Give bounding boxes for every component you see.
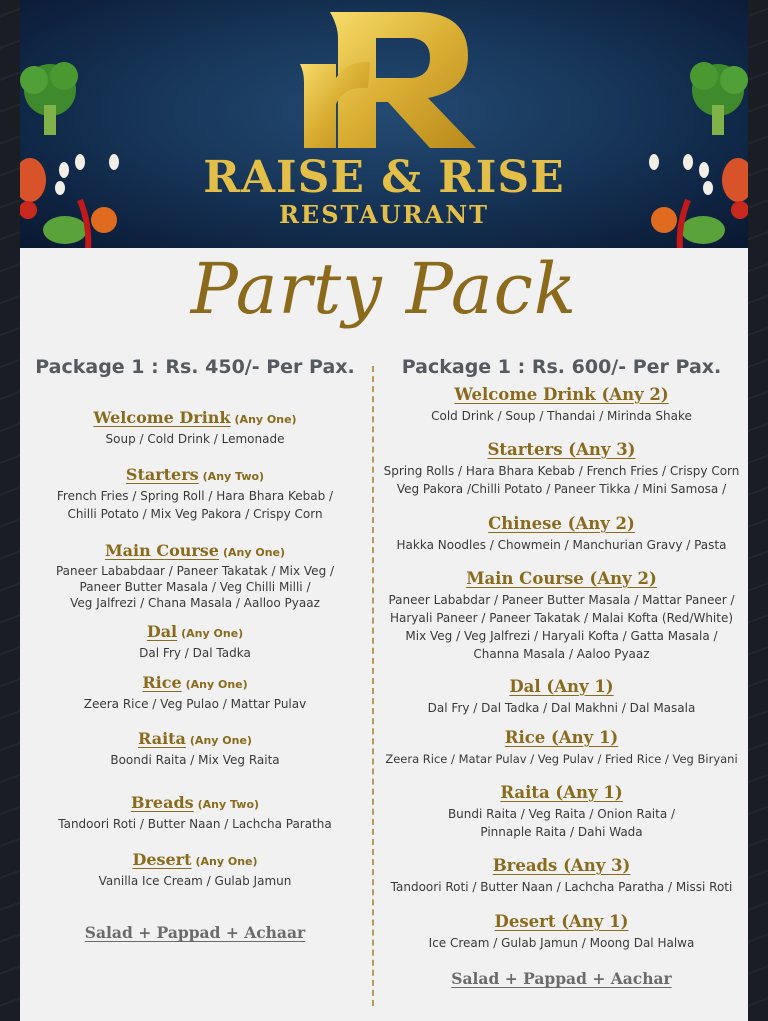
- package1-section-raita: [20, 729, 370, 769]
- section-items: French Fries / Spring Roll / Hara Bhara Kebab /: [56, 489, 334, 503]
- section-title: Desert: [132, 850, 192, 869]
- section-title: Rice (Any 1): [504, 728, 619, 747]
- section-items: Tandoori Roti / Butter Naan / Lachcha Paratha: [58, 817, 332, 831]
- section-items: Zeera Rice / Matar Pulav / Veg Pulav / Fried Rice / Veg Biryani: [385, 752, 738, 766]
- section-items: Vanilla Ice Cream / Gulab Jamun: [98, 874, 292, 888]
- section-note: (Any One): [234, 413, 297, 426]
- section-note: (Any One): [185, 678, 248, 691]
- section-items: Tandoori Roti / Butter Naan / Lachcha Paratha / Missi Roti: [390, 880, 733, 894]
- section-title: Breads: [130, 793, 194, 812]
- section-title: Breads (Any 3): [492, 856, 631, 875]
- section-title: Main Course (Any 2): [466, 569, 657, 588]
- package2-footer: Salad + Pappad + Aachar: [451, 969, 672, 988]
- section-title: Dal (Any 1): [509, 677, 614, 696]
- package2-section-rice: [375, 728, 748, 768]
- section-title: Starters (Any 3): [487, 440, 636, 459]
- section-note: (Any One): [195, 855, 258, 868]
- left-doodle-border: [0, 0, 20, 1021]
- package1-section-starters: [20, 465, 370, 523]
- section-items: Soup / Cold Drink / Lemonade: [105, 432, 285, 446]
- package2-section-welcome-drink: [375, 385, 748, 425]
- restaurant-logo: [290, 8, 480, 153]
- section-items: Hakka Noodles / Chowmein / Manchurian Gravy / Pasta: [396, 538, 727, 552]
- header-banner: [20, 0, 748, 248]
- package2-section-raita: [375, 783, 748, 841]
- section-note: (Any Two): [202, 470, 265, 483]
- package2-section-chinese: [375, 514, 748, 554]
- section-items: Channa Masala / Aaloo Pyaaz: [473, 647, 650, 661]
- section-items: Spring Rolls / Hara Bhara Kebab / French Fries / Crispy Corn: [383, 464, 740, 478]
- package2-section-main-course: [375, 569, 748, 663]
- package1-footer: Salad + Pappad + Achaar: [84, 923, 306, 942]
- section-items: Ice Cream / Gulab Jamun / Moong Dal Halwa: [428, 936, 695, 950]
- section-items: Veg Pakora /Chilli Potato / Paneer Tikka / Mini Samosa /: [396, 482, 727, 496]
- section-items: Paneer Lababdar / Paneer Butter Masala / Mattar Paneer /: [388, 593, 735, 607]
- right-doodle-border: [748, 0, 768, 1021]
- section-title: Welcome Drink: [93, 408, 231, 427]
- package1-section-desert: [20, 850, 370, 890]
- section-items: Pinnaple Raita / Dahi Wada: [480, 825, 643, 839]
- section-title: Welcome Drink (Any 2): [454, 385, 669, 404]
- package1-section-main-course: [20, 541, 370, 611]
- section-note: (Any One): [181, 627, 244, 640]
- package2-section-breads: [375, 856, 748, 896]
- brand-subtitle: RESTAURANT: [278, 200, 490, 229]
- section-note: (Any Two): [197, 798, 260, 811]
- section-title: Raita (Any 1): [500, 783, 623, 802]
- section-items: Paneer Lababdaar / Paneer Takatak / Mix Veg /: [55, 564, 335, 578]
- section-items: Chilli Potato / Mix Veg Pakora / Crispy Corn: [67, 507, 323, 521]
- package1-section-dal: [20, 622, 370, 662]
- section-items: Mix Veg / Veg Jalfrezi / Haryali Kofta / Gatta Masala /: [405, 629, 718, 643]
- section-items: Bundi Raita / Veg Raita / Onion Raita /: [447, 807, 676, 821]
- section-title: Rice: [142, 673, 182, 692]
- package1-heading: Package 1 : Rs. 450/- Per Pax.: [35, 356, 355, 378]
- package1-section-welcome-drink: [20, 408, 370, 448]
- section-note: (Any One): [222, 546, 286, 559]
- section-title: Chinese (Any 2): [488, 514, 635, 533]
- section-title: Starters: [125, 465, 199, 484]
- brand-name: RAISE & RISE: [203, 152, 565, 203]
- section-items: Dal Fry / Dal Tadka / Dal Makhni / Dal Masala: [427, 701, 696, 715]
- section-items: Haryali Paneer / Paneer Takatak / Malai Kofta (Red/White): [389, 611, 734, 625]
- package2-section-desert: [375, 912, 748, 952]
- section-title: Desert (Any 1): [494, 912, 629, 931]
- package2-section-dal: [375, 677, 748, 717]
- package2-section-starters: [375, 440, 748, 498]
- section-items: Zeera Rice / Veg Pulao / Mattar Pulav: [83, 697, 307, 711]
- column-divider: [372, 366, 374, 1006]
- section-items: Veg Jalfrezi / Chana Masala / Aalloo Pyaaz: [70, 596, 320, 610]
- section-title: Main Course: [104, 541, 219, 560]
- section-items: Dal Fry / Dal Tadka: [139, 646, 251, 660]
- package2-heading: Package 1 : Rs. 600/- Per Pax.: [401, 356, 722, 378]
- package1-section-rice: [20, 673, 370, 713]
- section-items: Boondi Raita / Mix Veg Raita: [110, 753, 280, 767]
- menu-paper: [20, 248, 748, 1021]
- section-note: (Any One): [189, 734, 252, 747]
- section-items: Paneer Butter Masala / Veg Chilli Milli /: [79, 580, 311, 594]
- section-title: Dal: [146, 622, 178, 641]
- package1-section-breads: [20, 793, 370, 833]
- page-title: Party Pack: [190, 248, 578, 330]
- section-items: Cold Drink / Soup / Thandai / Mirinda Shake: [431, 409, 692, 423]
- section-title: Raita: [138, 729, 186, 748]
